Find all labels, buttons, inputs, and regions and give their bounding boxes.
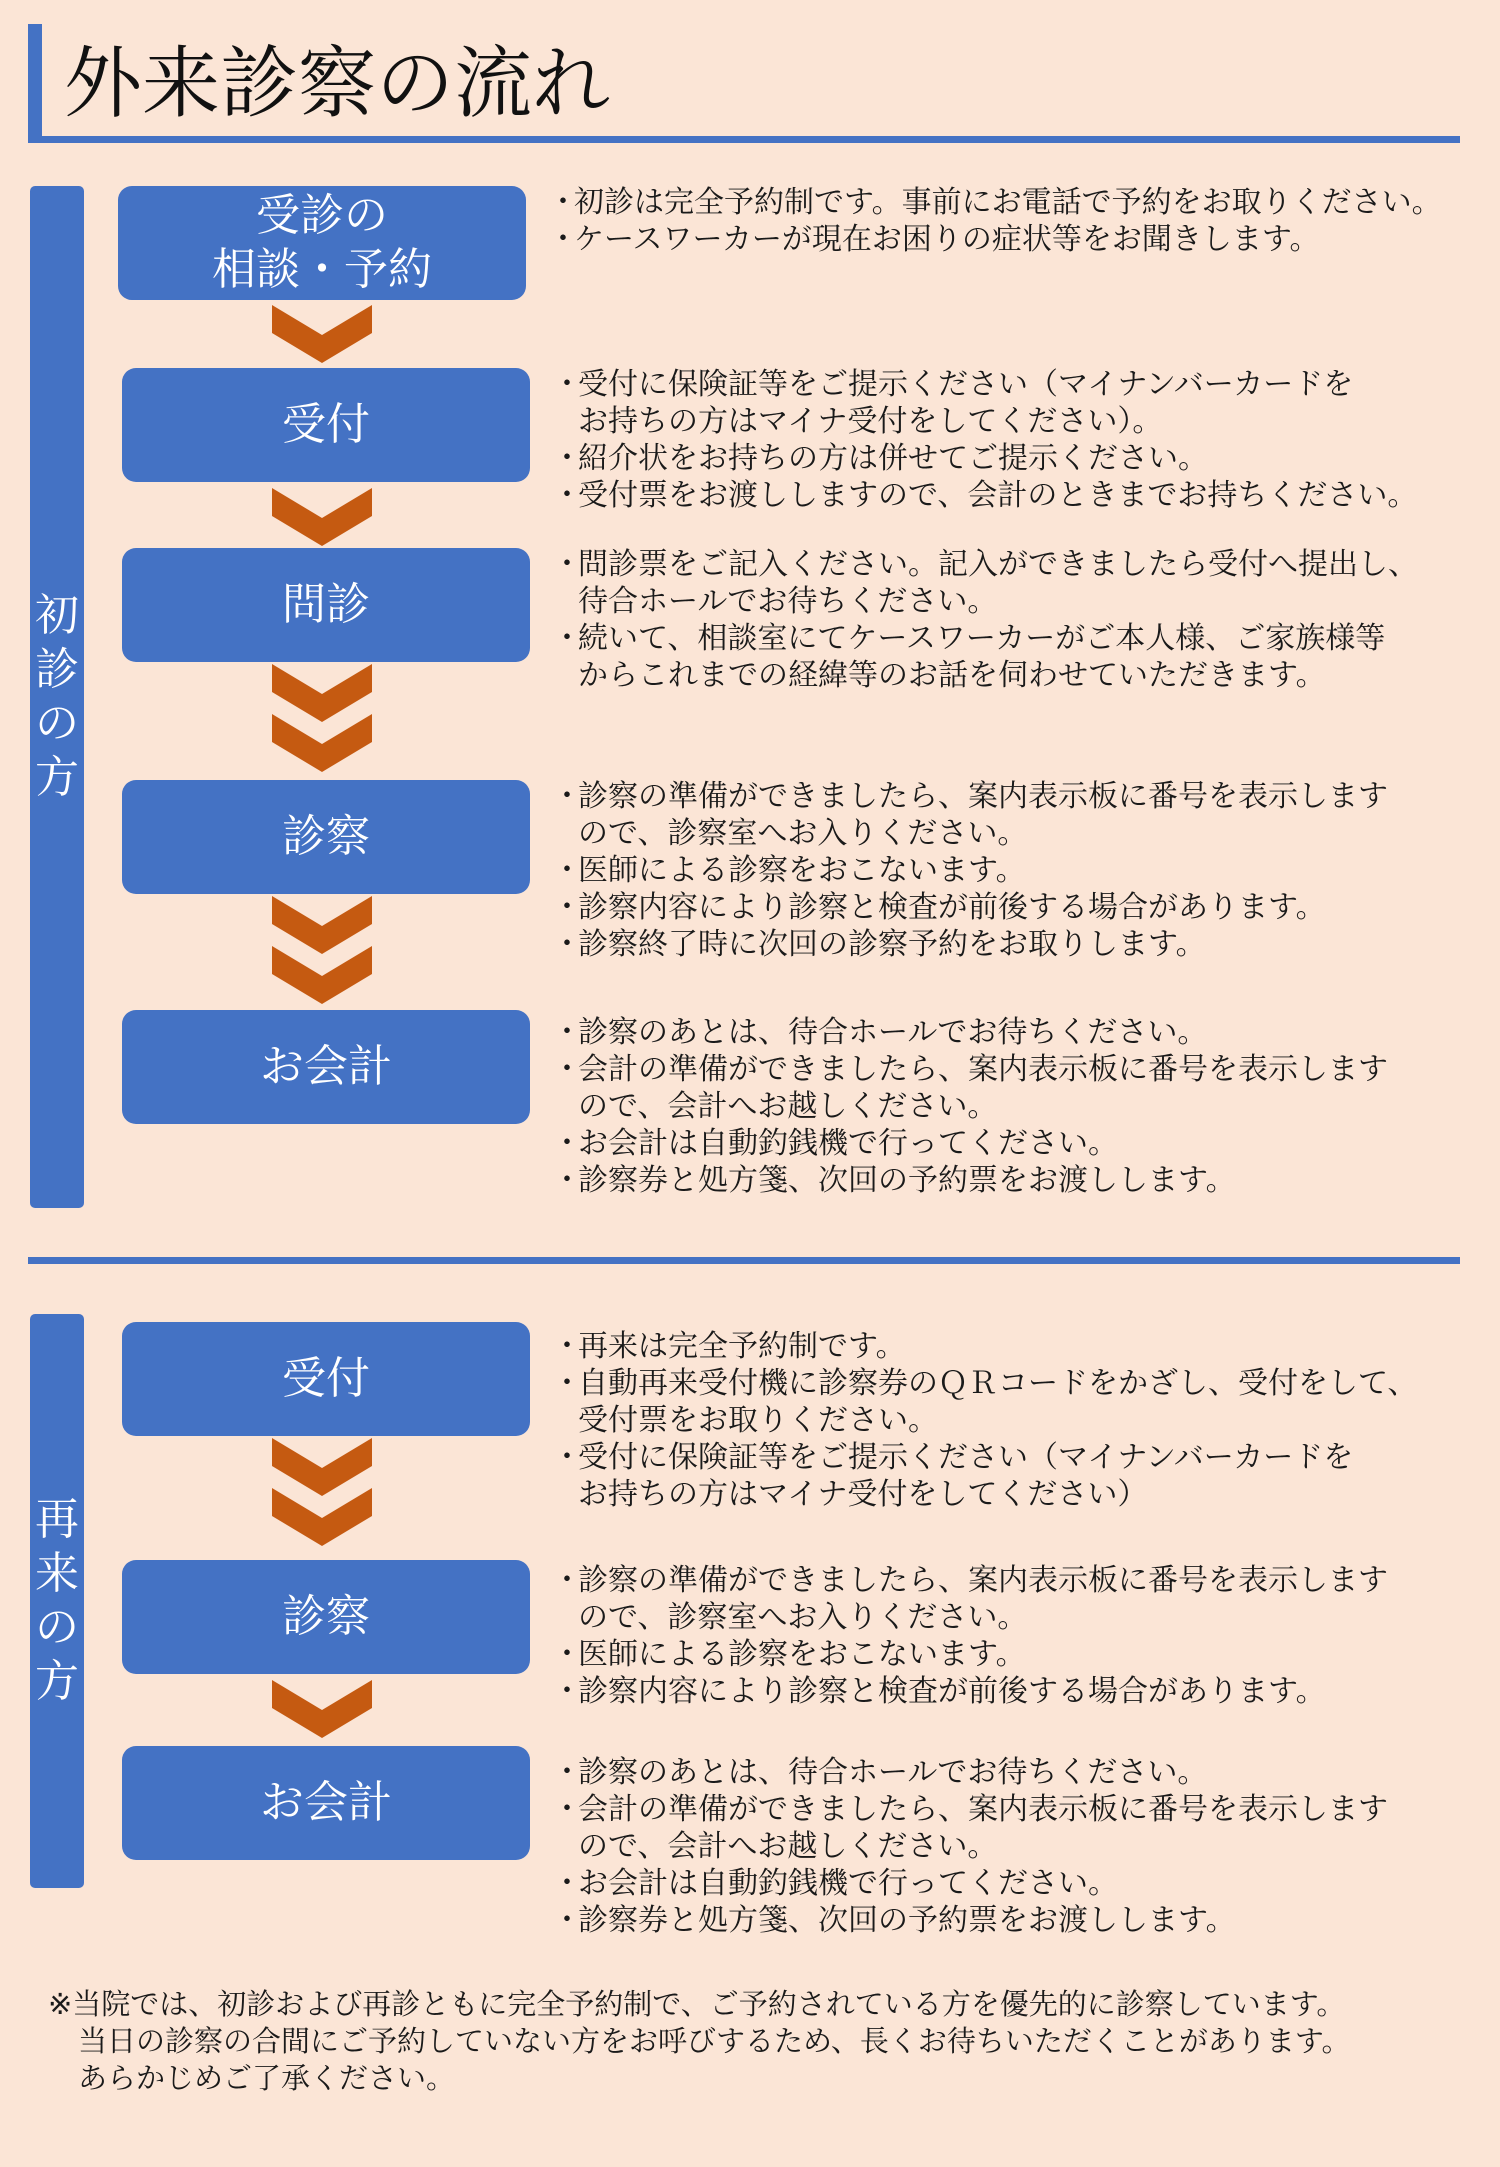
page-title: 外来診察の流れ	[64, 39, 611, 129]
step-label: 診察	[282, 1591, 370, 1642]
title-accent-bar	[28, 24, 42, 140]
step-label: 受付	[282, 399, 370, 450]
info-line: ・ 会計の準備ができましたら、案内表示板に番号を表示します ので、会計へお越しください。	[552, 1791, 1388, 1865]
chevron-down-icon	[272, 305, 372, 363]
info-line: ・ 受付に保険証等をご提示ください（マイナンバーカードを お持ちの方はマイナ受付をしてください）	[552, 1439, 1417, 1513]
first-visit-label: 初診の方	[35, 590, 79, 803]
info-line: ・ 診察券と処方箋、次回の予約票をお渡しします。	[552, 1902, 1388, 1939]
footnote-line: 当日の診察の合間にご予約していない方をお呼びするため、長くお待ちいただくことがあります。	[78, 2024, 1351, 2058]
info-line: ・ 受付に保険証等をご提示ください（マイナンバーカードを お持ちの方はマイナ受付をしてください）。	[552, 366, 1417, 440]
info-line: ・ 会計の準備ができましたら、案内表示板に番号を表示します ので、会計へお越しください。	[552, 1051, 1388, 1125]
step-label: 問診	[282, 579, 370, 630]
info-reception	[552, 366, 1417, 514]
chevron-down-icon	[272, 1488, 372, 1546]
info-line: ・ 診察券と処方箋、次回の予約票をお渡しします。	[552, 1162, 1388, 1199]
info-line: ・ 問診票をご記入ください。記入ができましたら受付へ提出し、 待合ホールでお待ちください。	[552, 546, 1418, 620]
info-payment	[552, 1014, 1388, 1199]
info-line: ・ ケースワーカーが現在お困りの症状等をお聞きします。	[548, 221, 1442, 258]
section-divider	[28, 1257, 1460, 1264]
title-underline	[28, 136, 1460, 143]
return-visit-sidebar	[30, 1314, 84, 1888]
info-return-payment	[552, 1754, 1388, 1939]
footnote	[48, 1986, 1351, 2097]
info-line: ・ 紹介状をお持ちの方は併せてご提示ください。	[552, 440, 1417, 477]
step-return-reception	[122, 1322, 530, 1436]
info-line: ・ 診察のあとは、待合ホールでお待ちください。	[552, 1014, 1388, 1051]
chevron-down-icon	[272, 488, 372, 546]
info-line: ・ お会計は自動釣銭機で行ってください。	[552, 1865, 1388, 1902]
step-return-payment	[122, 1746, 530, 1860]
info-line: ・ 医師による診察をおこないます。	[552, 852, 1388, 889]
info-line: ・ 診察の準備ができましたら、案内表示板に番号を表示します ので、診察室へお入りください。	[552, 778, 1388, 852]
step-examination	[122, 780, 530, 894]
chevron-down-icon	[272, 714, 372, 772]
step-reception	[122, 368, 530, 482]
info-line: ・ 医師による診察をおこないます。	[552, 1636, 1388, 1673]
footnote-line: ※当院では、初診および再診ともに完全予約制で、ご予約されている方を優先的に診察しています。	[48, 1987, 1346, 2021]
chevron-down-icon	[272, 1680, 372, 1738]
info-line: ・ 診察の準備ができましたら、案内表示板に番号を表示します ので、診察室へお入りください。	[552, 1562, 1388, 1636]
first-visit-sidebar	[30, 186, 84, 1208]
info-line: ・ 診察内容により診察と検査が前後する場合があります。	[552, 889, 1388, 926]
info-line: ・ 診察のあとは、待合ホールでお待ちください。	[552, 1754, 1388, 1791]
info-line: ・ 診察終了時に次回の診察予約をお取りします。	[552, 926, 1388, 963]
step-label: お会計	[260, 1041, 392, 1092]
info-line: ・ 受付票をお渡ししますので、会計のときまでお持ちください。	[552, 477, 1417, 514]
info-interview	[552, 546, 1418, 694]
step-interview	[122, 548, 530, 662]
step-label: 受診の 相談・予約	[212, 190, 432, 295]
step-label: 受付	[282, 1353, 370, 1404]
chevron-down-icon	[272, 946, 372, 1004]
step-label: お会計	[260, 1777, 392, 1828]
info-line: ・ お会計は自動釣銭機で行ってください。	[552, 1125, 1388, 1162]
info-examination	[552, 778, 1388, 963]
step-label: 診察	[282, 811, 370, 862]
step-consult-reserve	[118, 186, 526, 300]
info-line: ・ 初診は完全予約制です。事前にお電話で予約をお取りください。	[548, 184, 1442, 221]
info-consult-reserve	[548, 184, 1442, 258]
footnote-line: あらかじめご了承ください。	[78, 2061, 456, 2095]
info-line: ・ 再来は完全予約制です。	[552, 1328, 1417, 1365]
return-visit-label: 再来の方	[35, 1494, 79, 1707]
info-line: ・ 診察内容により診察と検査が前後する場合があります。	[552, 1673, 1388, 1710]
info-line: ・ 続いて、相談室にてケースワーカーがご本人様、ご家族様等 からこれまでの経緯等のお話を伺わせていただきます。	[552, 620, 1418, 694]
info-return-reception	[552, 1328, 1417, 1513]
step-return-examination	[122, 1560, 530, 1674]
info-return-examination	[552, 1562, 1388, 1710]
step-payment	[122, 1010, 530, 1124]
info-line: ・ 自動再来受付機に診察券のＱＲコードをかざし、受付をして、 受付票をお取りください。	[552, 1365, 1417, 1439]
